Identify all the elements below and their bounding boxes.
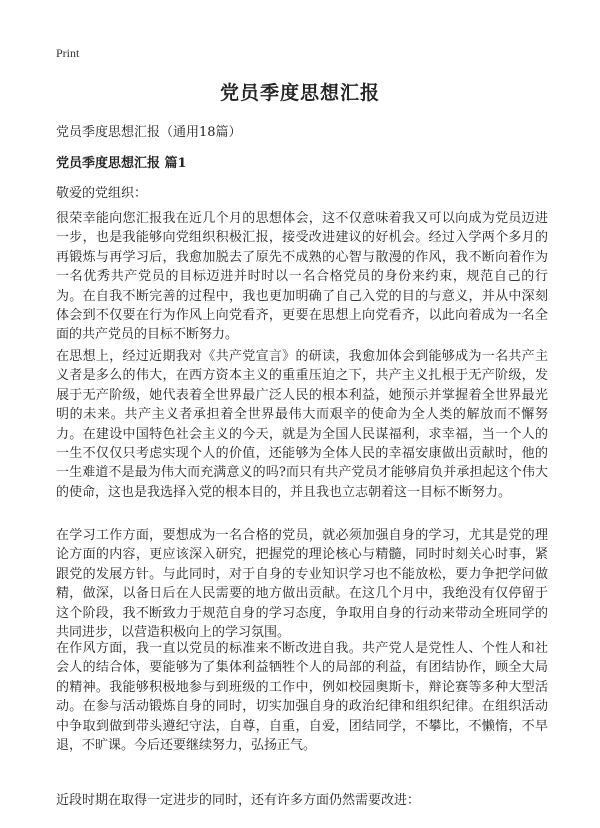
greeting: 敬爱的党组织： [56,186,148,201]
print-label: Print [56,46,80,60]
paragraph: 近段时期在取得一定进步的同时，还有许多方面仍然需要改进： [56,793,421,808]
section-heading: 党员季度思想汇报 篇1 [56,156,187,171]
paragraph: 在作风方面，我一直以党员的标准来不断改进自我。共产党人是党性人、个性人和社会人的结合体，要能够为了集体利益牺牲个人的局部的利益，有团结协作，顾全大局的精神。我能够积极地参与到班级的工作中，例如校园奥斯卡，辩论赛等多种大型活动。在参与活动锻炼自身的同时，切实加强自身的政治纪律和组织纪律。在组织活动中争取到做到带头遵纪守法，自尊，自重，自爱，团结同学，不攀比，不懒惰，不早退，不旷课。今后还要继续努力，弘扬正气。 [56,641,548,754]
document-title: 党员季度思想汇报 [219,82,380,104]
paragraph: 在学习工作方面，要想成为一名合格的党员，就必须加强自身的学习，尤其是党的理论方面的内容，更应该深入研究，把握党的理论核心与精髓，同时时刻关心时事，紧跟党的发展方针。与此同时，对于自身的专业知识学习也不能放松，要力争把学问做精，做深，以备日后在人民需要的地方做出贡献。在这几个月中，我绝没有仅停留于这个阶段，我不断致力于规范自身的学习态度，争取用自身的行动来带动全班同学的共同进步，以营造积极向上的学习氛围。 [56,528,548,641]
paragraph: 很荣幸能向您汇报我在近几个月的思想体会，这不仅意味着我又可以向成为党员迈进一步，也是我能够向党组织积极汇报，接受改进建议的好机会。经过入学两个多月的再锻炼与再学习后，我愈加脱去了原先不成熟的心智与散漫的作风，我不断向着作为一名优秀共产党员的目标迈进并时时以一名合格党员的身份来约束，规范自己的行为。在自我不断完善的过程中，我也更加明确了自己入党的目的与意义，并从中深刻体会到不仅要在行为作风上向党看齐，更要在思想上向党看齐，以此向着成为一名全面的共产党员的目标不断努力。 [56,211,548,343]
document-subtitle: 党员季度思想汇报（通用18篇） [56,125,242,140]
paragraph: 在思想上，经过近期我对《共产党宣言》的研读，我愈加体会到能够成为一名共产主义者是多么的伟大，在西方资本主义的重重压迫之下，共产主义扎根于无产阶级，发展于无产阶级，她代表着全世界最广泛人民的根本利益，她预示并掌握着全世界最光明的未来。共产主义者承担着全世界最伟大而艰辛的使命为全人类的解放而不懈努力。在建设中国特色社会主义的今天，就是为全国人民谋福利，求幸福，当一个人的一生不仅仅只考虑实现个人的价值，还能够为全体人民的幸福安康做出贡献时，他的一生难道不是最为伟大而充满意义的吗?而只有共产党员才能够肩负并承担起这个伟大的使命，这也是我选择入党的根本目的，并且我也立志朝着这一目标不断努力。 [56,349,548,500]
